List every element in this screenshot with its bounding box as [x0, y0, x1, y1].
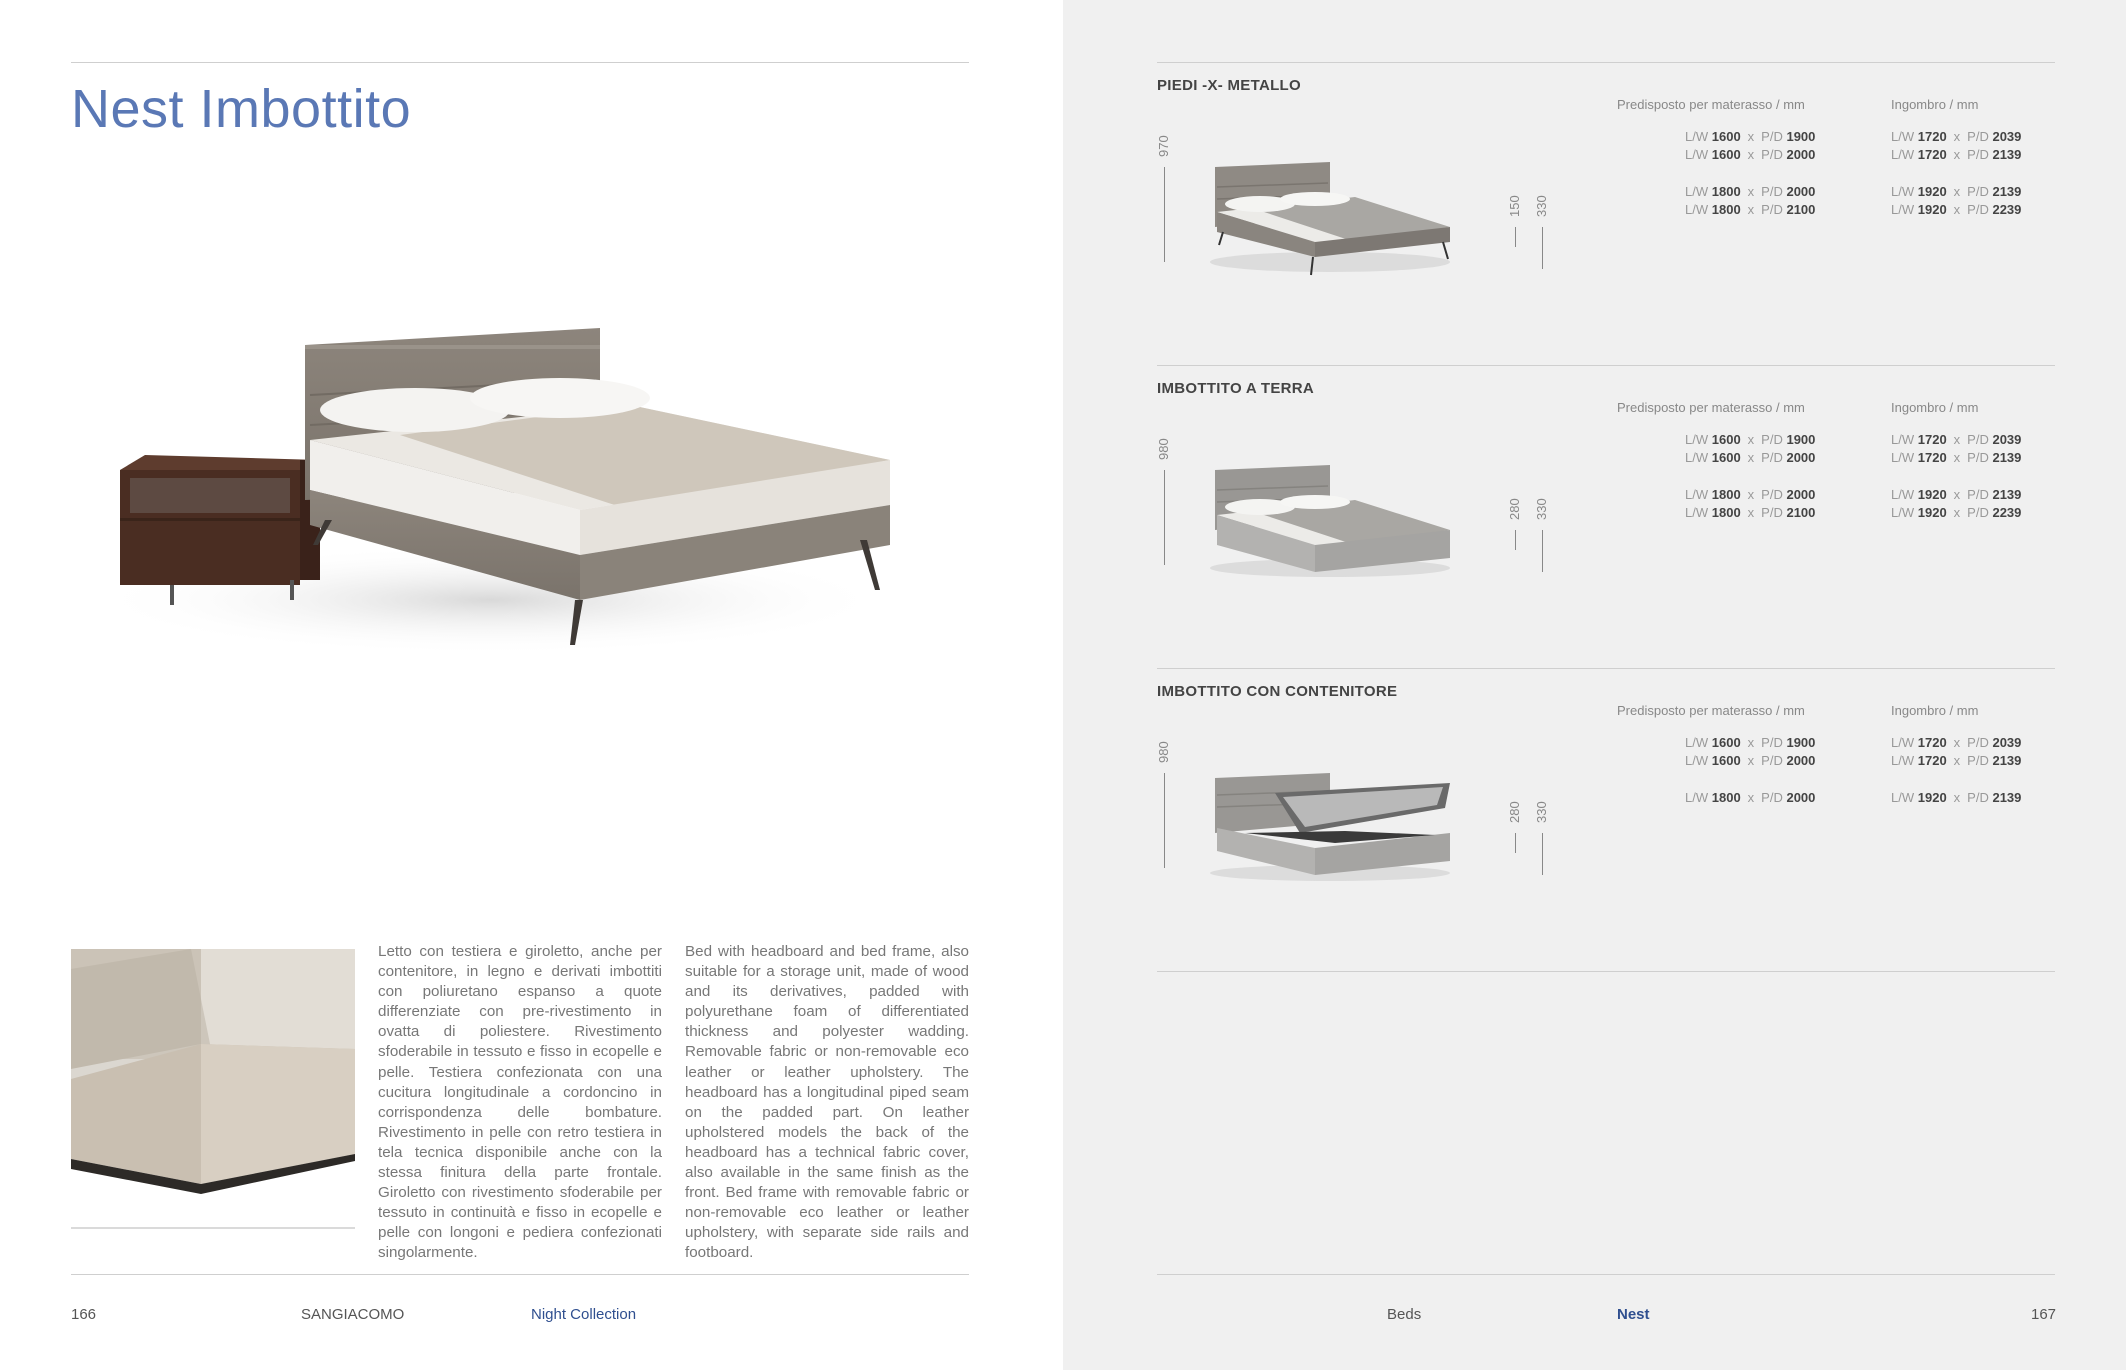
- lw-label: L/W: [1685, 129, 1709, 144]
- overall-dimension-row: [1891, 184, 2021, 199]
- section-rule-end: [1157, 971, 2055, 972]
- overall-dimension-row: [1891, 147, 2021, 162]
- width-value: 1720: [1917, 129, 1947, 144]
- depth-value: 2239: [1992, 202, 2022, 217]
- depth-value: 1900: [1786, 735, 1816, 750]
- times-sign: x: [1953, 432, 1961, 447]
- page-number-left: 166: [71, 1306, 97, 1323]
- times-sign: x: [1747, 184, 1755, 199]
- times-sign: x: [1747, 129, 1755, 144]
- dim-b-label: 330: [1534, 498, 1549, 520]
- bed-thumbnail: [1205, 763, 1455, 888]
- pd-label: P/D: [1761, 202, 1783, 217]
- lw-label: L/W: [1891, 505, 1915, 520]
- depth-value: 2139: [1992, 790, 2022, 805]
- height-dim-line: [1164, 773, 1165, 868]
- width-value: 1920: [1917, 184, 1947, 199]
- times-sign: x: [1953, 450, 1961, 465]
- times-sign: x: [1747, 202, 1755, 217]
- pd-label: P/D: [1967, 790, 1989, 805]
- height-dim-label: 980: [1156, 438, 1171, 460]
- depth-value: 2039: [1992, 735, 2022, 750]
- width-value: 1920: [1917, 790, 1947, 805]
- width-value: 1800: [1711, 202, 1741, 217]
- section-rule: [1157, 668, 2055, 669]
- times-sign: x: [1953, 753, 1961, 768]
- width-value: 1800: [1711, 790, 1741, 805]
- times-sign: x: [1747, 432, 1755, 447]
- depth-value: 2000: [1786, 487, 1816, 502]
- col-head-mattress: Predisposto per materasso / mm: [1617, 400, 1805, 415]
- col-head-overall: Ingombro / mm: [1891, 400, 1979, 415]
- lw-label: L/W: [1685, 790, 1709, 805]
- pd-label: P/D: [1761, 735, 1783, 750]
- times-sign: x: [1953, 505, 1961, 520]
- height-dim-label: 980: [1156, 741, 1171, 763]
- height-dim-line: [1164, 167, 1165, 262]
- width-value: 1920: [1917, 202, 1947, 217]
- width-value: 1600: [1711, 735, 1741, 750]
- pd-label: P/D: [1967, 147, 1989, 162]
- mattress-dimension-row: [1685, 487, 1815, 502]
- section-title: PIEDI -X- METALLO: [1157, 77, 1301, 94]
- dim-a-line: [1515, 227, 1516, 247]
- overall-dimension-row: [1891, 129, 2021, 144]
- footer-rule-left: [71, 1274, 969, 1275]
- col-head-overall: Ingombro / mm: [1891, 703, 1979, 718]
- pd-label: P/D: [1761, 432, 1783, 447]
- lw-label: L/W: [1891, 202, 1915, 217]
- lw-label: L/W: [1891, 147, 1915, 162]
- depth-value: 2139: [1992, 753, 2022, 768]
- mattress-dimension-row: [1685, 790, 1815, 805]
- times-sign: x: [1747, 147, 1755, 162]
- times-sign: x: [1953, 184, 1961, 199]
- dim-a-line: [1515, 530, 1516, 550]
- lw-label: L/W: [1685, 753, 1709, 768]
- times-sign: x: [1747, 790, 1755, 805]
- overall-dimension-row: [1891, 487, 2021, 502]
- mattress-dimension-row: [1685, 753, 1815, 768]
- section-title: IMBOTTITO A TERRA: [1157, 380, 1315, 397]
- overall-dimension-row: [1891, 432, 2021, 447]
- times-sign: x: [1747, 450, 1755, 465]
- lw-label: L/W: [1685, 450, 1709, 465]
- lw-label: L/W: [1891, 184, 1915, 199]
- lw-label: L/W: [1685, 202, 1709, 217]
- page-number-right: 167: [2031, 1306, 2057, 1323]
- lw-label: L/W: [1685, 505, 1709, 520]
- pd-label: P/D: [1967, 505, 1989, 520]
- depth-value: 2239: [1992, 505, 2022, 520]
- detail-fabric-image: [71, 949, 355, 1229]
- times-sign: x: [1953, 202, 1961, 217]
- width-value: 1600: [1711, 129, 1741, 144]
- overall-dimension-row: [1891, 505, 2021, 520]
- overall-dimension-row: [1891, 202, 2021, 217]
- pd-label: P/D: [1967, 487, 1989, 502]
- overall-dimension-row: [1891, 450, 2021, 465]
- brand-name: SANGIACOMO: [301, 1306, 405, 1323]
- description-italian: Letto con testiera e giroletto, anche per contenitore, in legno e derivati imbottiti con poliuretano espanso a quote differenziate con pre-rivestimento in ovatta di poliestere. Rivestimento sfoderabile in tessuto e fisso in ecopelle e pelle. Testiera confezionata con una cucitura longitudinale a cordoncino in corrispondenza delle bombature. Rivestimento in pelle con retro testiera in tela tecnica disponibile anche con la stessa finitura della parte frontale. Giroletto con rivestimento sfoderabile per tessuto in continuità e fisso in ecopelle e pelle con longoni e pediera confezionati singolarmente.: [378, 943, 662, 1262]
- times-sign: x: [1747, 505, 1755, 520]
- depth-value: 2139: [1992, 184, 2022, 199]
- pd-label: P/D: [1761, 147, 1783, 162]
- depth-value: 2100: [1786, 505, 1816, 520]
- depth-value: 2139: [1992, 147, 2022, 162]
- width-value: 1720: [1917, 432, 1947, 447]
- dim-a-line: [1515, 833, 1516, 853]
- width-value: 1720: [1917, 450, 1947, 465]
- depth-value: 2039: [1992, 129, 2022, 144]
- depth-value: 2000: [1786, 450, 1816, 465]
- col-head-mattress: Predisposto per materasso / mm: [1617, 97, 1805, 112]
- lw-label: L/W: [1891, 735, 1915, 750]
- category-label: Beds: [1387, 1306, 1422, 1323]
- footer-rule-right: [1157, 1274, 2055, 1275]
- overall-dimension-row: [1891, 735, 2021, 750]
- pd-label: P/D: [1761, 753, 1783, 768]
- width-value: 1600: [1711, 432, 1741, 447]
- pd-label: P/D: [1761, 129, 1783, 144]
- col-head-overall: Ingombro / mm: [1891, 97, 1979, 112]
- depth-value: 2000: [1786, 147, 1816, 162]
- width-value: 1720: [1917, 735, 1947, 750]
- mattress-dimension-row: [1685, 129, 1815, 144]
- depth-value: 2000: [1786, 753, 1816, 768]
- lw-label: L/W: [1685, 147, 1709, 162]
- pd-label: P/D: [1967, 202, 1989, 217]
- dim-a-label: 150: [1507, 195, 1522, 217]
- pd-label: P/D: [1967, 753, 1989, 768]
- depth-value: 2000: [1786, 790, 1816, 805]
- pd-label: P/D: [1761, 790, 1783, 805]
- depth-value: 2139: [1992, 450, 2022, 465]
- width-value: 1600: [1711, 753, 1741, 768]
- lw-label: L/W: [1891, 487, 1915, 502]
- dim-b-line: [1542, 227, 1543, 269]
- mattress-dimension-row: [1685, 184, 1815, 199]
- pd-label: P/D: [1761, 450, 1783, 465]
- lw-label: L/W: [1685, 735, 1709, 750]
- lw-label: L/W: [1891, 432, 1915, 447]
- pd-label: P/D: [1761, 487, 1783, 502]
- col-head-mattress: Predisposto per materasso / mm: [1617, 703, 1805, 718]
- times-sign: x: [1747, 735, 1755, 750]
- lw-label: L/W: [1891, 129, 1915, 144]
- width-value: 1800: [1711, 487, 1741, 502]
- width-value: 1600: [1711, 147, 1741, 162]
- product-link[interactable]: Nest: [1617, 1306, 1650, 1323]
- pd-label: P/D: [1761, 505, 1783, 520]
- pd-label: P/D: [1761, 184, 1783, 199]
- times-sign: x: [1953, 735, 1961, 750]
- lw-label: L/W: [1685, 432, 1709, 447]
- width-value: 1720: [1917, 147, 1947, 162]
- overall-dimension-row: [1891, 790, 2021, 805]
- page-title: Nest Imbottito: [71, 79, 412, 139]
- section-rule: [1157, 365, 2055, 366]
- width-value: 1920: [1917, 487, 1947, 502]
- dim-b-line: [1542, 833, 1543, 875]
- pd-label: P/D: [1967, 129, 1989, 144]
- pd-label: P/D: [1967, 450, 1989, 465]
- depth-value: 2139: [1992, 487, 2022, 502]
- description-english: Bed with headboard and bed frame, also suitable for a storage unit, made of wood and its derivatives, padded with polyurethane foam of differentiated thickness and polyester wadding. Removable fabric or non-removable eco leather or leather upholstery. The headboard has a longitudinal piped seam on the padded part. On leather upholstered models the back of the headboard has a technical fabric cover, also available in the same finish as the front. Bed frame with removable fabric or non-removable eco leather or leather upholstery, with separate side rails and footboard.: [685, 943, 969, 1262]
- bed-thumbnail: [1205, 157, 1455, 282]
- width-value: 1800: [1711, 184, 1741, 199]
- times-sign: x: [1953, 487, 1961, 502]
- height-dim-line: [1164, 470, 1165, 565]
- width-value: 1720: [1917, 753, 1947, 768]
- pd-label: P/D: [1967, 432, 1989, 447]
- width-value: 1800: [1711, 505, 1741, 520]
- mattress-dimension-row: [1685, 432, 1815, 447]
- hero-bed-image: [70, 300, 900, 680]
- mattress-dimension-row: [1685, 147, 1815, 162]
- dim-b-label: 330: [1534, 195, 1549, 217]
- overall-dimension-row: [1891, 753, 2021, 768]
- mattress-dimension-row: [1685, 735, 1815, 750]
- bed-thumbnail: [1205, 460, 1455, 585]
- times-sign: x: [1747, 487, 1755, 502]
- lw-label: L/W: [1685, 184, 1709, 199]
- top-rule-left: [71, 62, 969, 63]
- times-sign: x: [1953, 790, 1961, 805]
- depth-value: 2100: [1786, 202, 1816, 217]
- pd-label: P/D: [1967, 735, 1989, 750]
- lw-label: L/W: [1891, 450, 1915, 465]
- times-sign: x: [1953, 129, 1961, 144]
- lw-label: L/W: [1891, 753, 1915, 768]
- times-sign: x: [1747, 753, 1755, 768]
- depth-value: 2000: [1786, 184, 1816, 199]
- times-sign: x: [1953, 147, 1961, 162]
- depth-value: 1900: [1786, 432, 1816, 447]
- collection-link[interactable]: Night Collection: [531, 1306, 637, 1323]
- lw-label: L/W: [1891, 790, 1915, 805]
- width-value: 1920: [1917, 505, 1947, 520]
- pd-label: P/D: [1967, 184, 1989, 199]
- depth-value: 1900: [1786, 129, 1816, 144]
- lw-label: L/W: [1685, 487, 1709, 502]
- mattress-dimension-row: [1685, 202, 1815, 217]
- dim-b-label: 330: [1534, 801, 1549, 823]
- height-dim-label: 970: [1156, 135, 1171, 157]
- dim-a-label: 280: [1507, 498, 1522, 520]
- section-rule: [1157, 62, 2055, 63]
- dim-b-line: [1542, 530, 1543, 572]
- section-title: IMBOTTITO CON CONTENITORE: [1157, 683, 1398, 700]
- dim-a-label: 280: [1507, 801, 1522, 823]
- depth-value: 2039: [1992, 432, 2022, 447]
- mattress-dimension-row: [1685, 505, 1815, 520]
- mattress-dimension-row: [1685, 450, 1815, 465]
- width-value: 1600: [1711, 450, 1741, 465]
